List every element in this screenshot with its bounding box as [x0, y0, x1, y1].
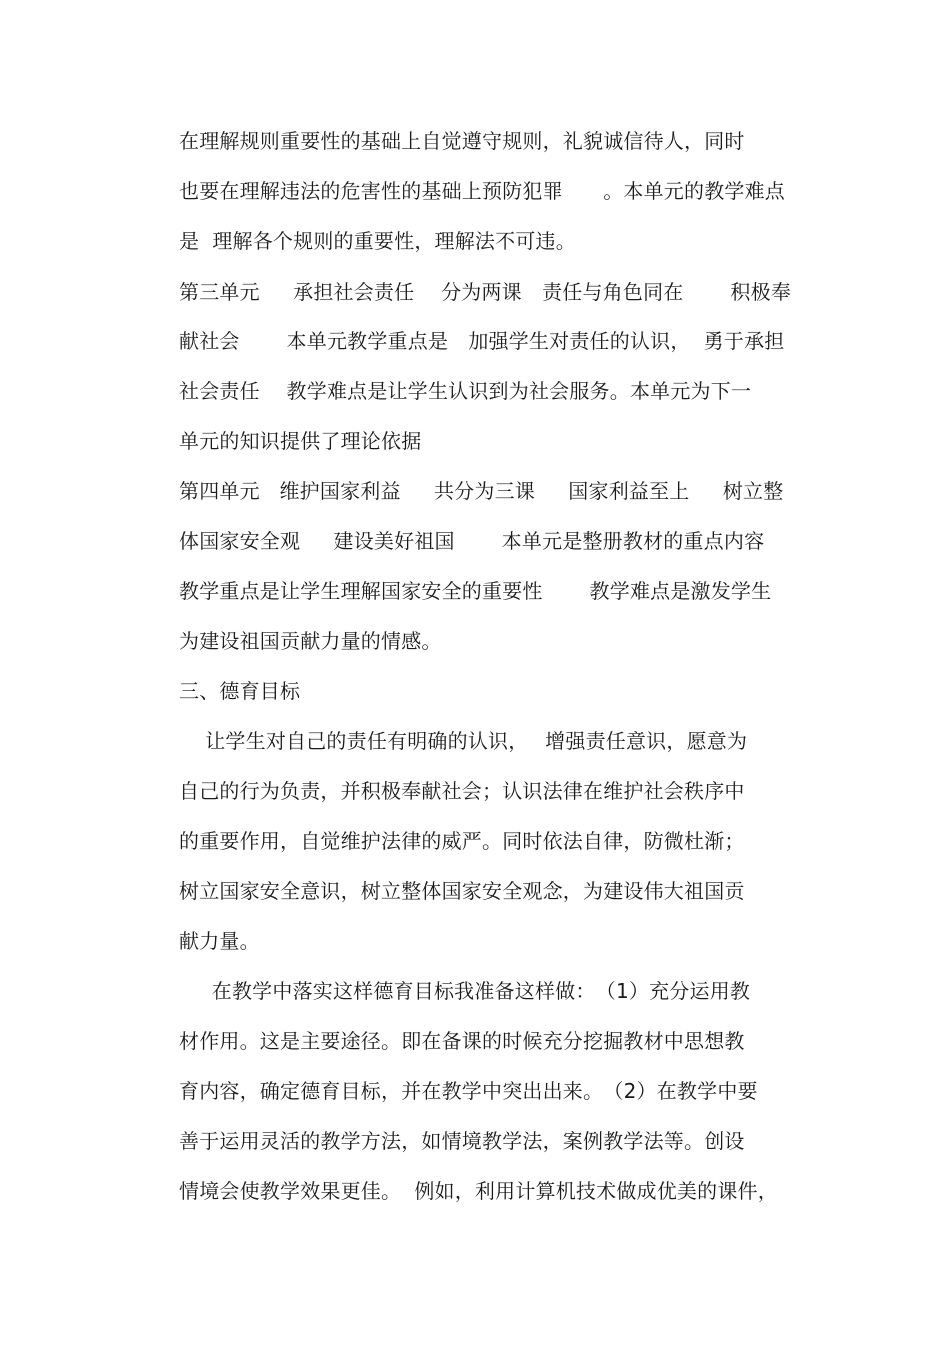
text-line: 在教学中落实这样德育目标我准备这样做： （1）充分运用教: [179, 979, 751, 1003]
text-line: 第三单元 承担社会责任 分为两课 责任与角色同在 积极奉: [179, 280, 792, 304]
text-line: 第四单元 维护国家利益 共分为三课 国家利益至上 树立整: [179, 479, 784, 503]
text-line: 社会责任 教学难点是让学生认识到为社会服务。本单元为下一: [179, 379, 752, 403]
text-line: 是 理解各个规则的重要性，理解法不可违。: [179, 229, 576, 253]
text-line: 献社会 本单元教学重点是 加强学生对责任的认识， 勇于承担: [179, 329, 785, 353]
text-line: 善于运用灵活的教学方法，如情境教学法，案例教学法等。创设: [179, 1129, 745, 1153]
section-heading: 三、德育目标: [179, 679, 301, 703]
text-line: 为建设祖国贡献力量的情感。: [179, 629, 442, 653]
text-line: 教学重点是让学生理解国家安全的重要性 教学难点是激发学生: [179, 579, 772, 603]
text-line: 的重要作用，自觉维护法律的威严。同时依法自律，防微杜渐；: [179, 829, 745, 853]
text-line: 树立国家安全意识，树立整体国家安全观念，为建设伟大祖国贡: [179, 879, 745, 903]
text-line: 也要在理解违法的危害性的基础上预防犯罪 。本单元的教学难点: [179, 179, 785, 203]
text-line: 自己的行为负责，并积极奉献社会；认识法律在维护社会秩序中: [179, 779, 745, 803]
text-line: 情境会使教学效果更佳。 例如，利用计算机技术做成优美的课件，: [179, 1179, 778, 1203]
text-line: 育内容，确定德育目标，并在教学中突出出来。 （2）在教学中要: [179, 1079, 758, 1103]
text-line: 让学生对自己的责任有明确的认识， 增强责任意识，愿意为: [179, 729, 748, 753]
text-line: 单元的知识提供了理论依据: [179, 429, 422, 453]
text-line: 材作用。这是主要途径。即在备课的时候充分挖掘教材中思想教: [179, 1029, 745, 1053]
text-line: 献力量。: [179, 929, 260, 953]
text-line: 在理解规则重要性的基础上自觉遵守规则，礼貌诚信待人，同时: [179, 129, 745, 153]
text-line: 体国家安全观 建设美好祖国 本单元是整册教材的重点内容: [179, 529, 765, 553]
